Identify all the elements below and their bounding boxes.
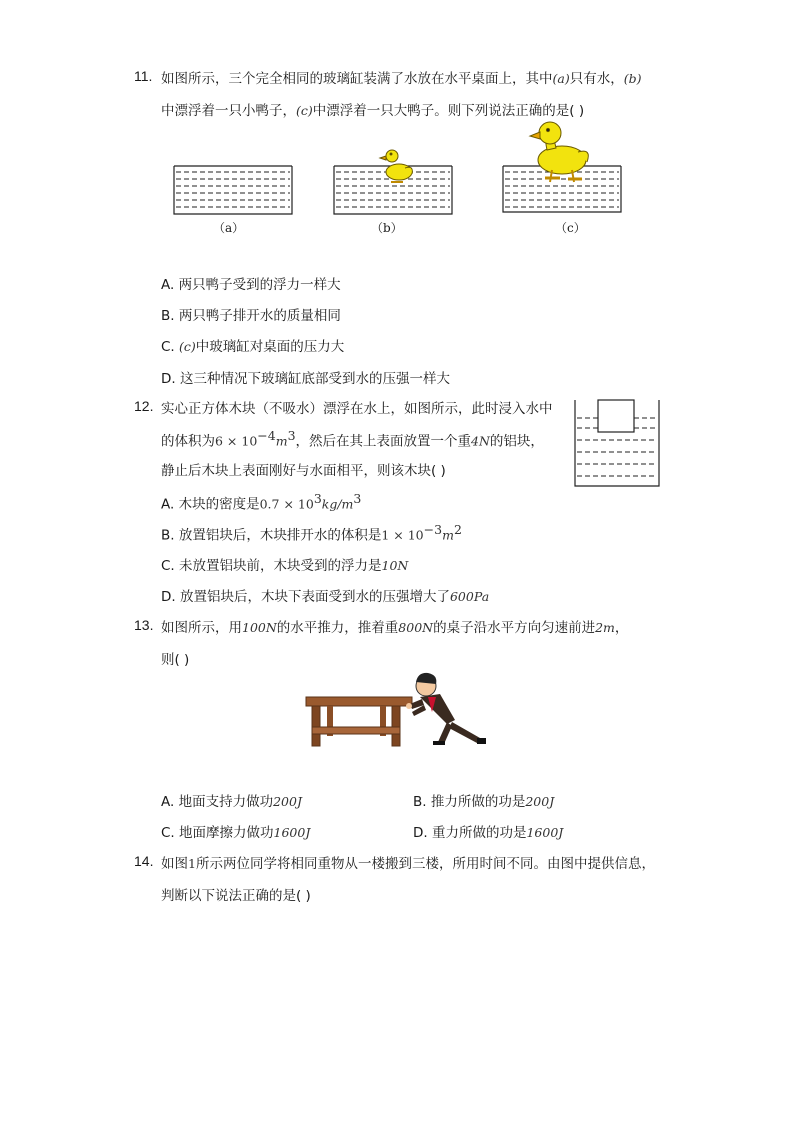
- option-c[interactable]: C. (c)中玻璃缸对桌面的压力大: [161, 339, 345, 355]
- question-text: 则( ): [161, 652, 190, 668]
- option-b[interactable]: B. 两只鸭子排开水的质量相同: [161, 308, 341, 324]
- option-d[interactable]: D. 放置铝块后，木块下表面受到水的压强增大了600Pa: [161, 589, 490, 605]
- question-text: 的体积为$6 \times 10^{-4}m^3$，然后在其上表面放置一个重4N的铝块，: [161, 428, 544, 450]
- wooden-table: [306, 697, 412, 746]
- caption-a: （a）: [213, 221, 245, 235]
- question-number: 13.: [134, 617, 154, 633]
- option-c[interactable]: C. 未放置铝块前，木块受到的浮力是10N: [161, 558, 409, 574]
- question-text: 如图1所示两位同学将相同重物从一楼搬到三楼，所用时间不同。由图中提供信息，: [161, 856, 655, 872]
- tank-b: [334, 166, 452, 214]
- option-b[interactable]: B. 放置铝块后，木块排开水的体积是$1 \times 10^{-3}m^2$: [161, 522, 462, 544]
- option-d[interactable]: D. 这三种情况下玻璃缸底部受到水的压强一样大: [161, 371, 450, 387]
- caption-c: （c）: [555, 221, 586, 235]
- question-number: 12.: [134, 398, 154, 414]
- question-text: 中漂浮着一只小鸭子，(c)中漂浮着一只大鸭子。则下列说法正确的是( ): [161, 103, 585, 119]
- big-duck: [530, 122, 588, 182]
- question-number: 11.: [134, 68, 153, 84]
- option-a[interactable]: A. 木块的密度是$0.7 \times 10^3kg/m^3$: [161, 491, 362, 513]
- question-text: 判断以下说法正确的是( ): [161, 888, 311, 904]
- man-pushing: [406, 673, 486, 745]
- option-c[interactable]: C. 地面摩擦力做功1600J: [161, 825, 311, 841]
- caption-b: （b）: [371, 221, 403, 235]
- question-number: 14.: [134, 853, 154, 869]
- tank-c: [503, 166, 621, 212]
- question-text: 静止后木块上表面刚好与水面相平，则该木块( ): [161, 463, 446, 479]
- question-text: 实心正方体木块（不吸水）漂浮在水上，如图所示，此时浸入水中: [161, 401, 553, 417]
- option-d[interactable]: D. 重力所做的功是1600J: [413, 825, 564, 841]
- question-text: 如图所示，三个完全相同的玻璃缸装满了水放在水平桌面上，其中(a)只有水，(b): [161, 71, 642, 87]
- option-a[interactable]: A. 两只鸭子受到的浮力一样大: [161, 277, 341, 293]
- tank-a: [174, 166, 292, 214]
- question-text: 如图所示，用100N的水平推力，推着重800N的桌子沿水平方向匀速前进2m，: [161, 620, 629, 636]
- small-duck: [380, 150, 412, 182]
- option-b[interactable]: B. 推力所做的功是200J: [413, 794, 555, 810]
- option-a[interactable]: A. 地面支持力做功200J: [161, 794, 302, 810]
